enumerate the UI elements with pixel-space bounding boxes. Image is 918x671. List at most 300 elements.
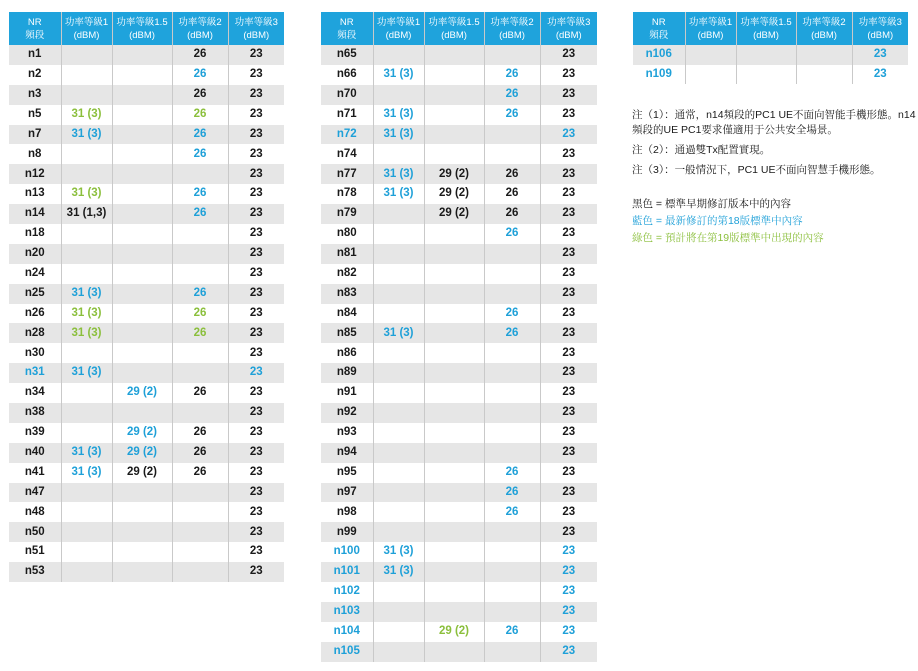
pc3-cell: 23 (228, 363, 284, 383)
pc15-cell (424, 105, 484, 125)
pc1-cell (373, 144, 424, 164)
band-cell: n109 (633, 65, 685, 85)
pc3-cell: 23 (540, 443, 597, 463)
pc15-cell (112, 483, 172, 503)
pc15-cell (112, 522, 172, 542)
pc1-cell (373, 264, 424, 284)
pc2-cell (172, 224, 228, 244)
table-row (321, 363, 597, 383)
header-pc3: 功率等級3 (dBM) (540, 12, 597, 45)
pc15-cell (112, 224, 172, 244)
pc3-cell: 23 (540, 244, 597, 264)
pc3-cell: 23 (540, 85, 597, 105)
pc1-cell (61, 65, 112, 85)
pc15-cell (112, 403, 172, 423)
header-pc2: 功率等級2 (dBM) (484, 12, 540, 45)
pc1-cell (61, 244, 112, 264)
pc15-cell (424, 423, 484, 443)
pc1-cell (61, 164, 112, 184)
pc1-cell: 31 (3) (373, 65, 424, 85)
footnote-1: 注（1）：通常，n14頻段的PC1 UE不面向智能手機形態。n14頻段的UE PC1要求僅適用于公共安全場景。 (632, 109, 916, 136)
pc15-cell (424, 125, 484, 145)
pc3-cell: 23 (852, 65, 908, 85)
pc3-cell: 23 (228, 105, 284, 125)
pc1-cell (373, 383, 424, 403)
pc1-cell (373, 304, 424, 324)
pc3-cell: 23 (228, 264, 284, 284)
band-cell: n13 (9, 184, 61, 204)
table-row (321, 383, 597, 403)
pc15-cell: 29 (2) (424, 204, 484, 224)
pc1-cell: 31 (3) (373, 562, 424, 582)
pc3-cell: 23 (540, 463, 597, 483)
table-row (9, 85, 284, 105)
band-cell: n38 (9, 403, 61, 423)
band-cell: n28 (9, 323, 61, 343)
band-cell: n93 (321, 423, 373, 443)
table-row (321, 224, 597, 244)
pc2-cell (484, 144, 540, 164)
pc15-cell (112, 144, 172, 164)
header-band: NR 頻段 (321, 12, 373, 45)
header-pc1: 功率等級1 (dBM) (61, 12, 112, 45)
pc1-cell: 31 (3) (61, 304, 112, 324)
pc1-cell (373, 463, 424, 483)
band-cell: n104 (321, 622, 373, 642)
table-row (321, 105, 597, 125)
pc2-cell (172, 403, 228, 423)
header-pc1: 功率等級1 (dBM) (373, 12, 424, 45)
band-cell: n7 (9, 125, 61, 145)
pc2-cell: 26 (172, 204, 228, 224)
pc2-cell (484, 562, 540, 582)
pc1-cell: 31 (3) (61, 105, 112, 125)
pc2-cell: 26 (484, 502, 540, 522)
table-row (321, 483, 597, 503)
pc3-cell: 23 (228, 403, 284, 423)
table-row (321, 423, 597, 443)
band-cell: n25 (9, 284, 61, 304)
pc2-cell: 26 (484, 85, 540, 105)
pc1-cell (373, 502, 424, 522)
pc1-cell (373, 642, 424, 662)
pc2-cell (172, 164, 228, 184)
table-body (321, 45, 597, 662)
pc2-cell (484, 45, 540, 65)
band-cell: n97 (321, 483, 373, 503)
pc15-cell: 29 (2) (112, 423, 172, 443)
band-cell: n47 (9, 483, 61, 503)
pc1-cell (373, 602, 424, 622)
table-row (321, 65, 597, 85)
pc2-cell (484, 403, 540, 423)
table-row (321, 85, 597, 105)
pc15-cell: 29 (2) (112, 383, 172, 403)
table-row (321, 304, 597, 324)
band-cell: n95 (321, 463, 373, 483)
pc1-cell (373, 622, 424, 642)
pc1-cell: 31 (1,3) (61, 204, 112, 224)
pc2-cell: 26 (172, 125, 228, 145)
pc1-cell: 31 (3) (61, 443, 112, 463)
pc3-cell: 23 (540, 184, 597, 204)
pc3-cell: 23 (228, 443, 284, 463)
band-cell: n3 (9, 85, 61, 105)
pc2-cell (484, 125, 540, 145)
band-cell: n34 (9, 383, 61, 403)
table-row (321, 602, 597, 622)
table-row (321, 622, 597, 642)
header-pc3: 功率等級3 (dBM) (228, 12, 284, 45)
table-row (9, 65, 284, 85)
table-row (321, 264, 597, 284)
pc2-cell: 26 (172, 65, 228, 85)
footnotes (632, 108, 917, 183)
table-row (9, 284, 284, 304)
pc3-cell: 23 (540, 542, 597, 562)
pc2-cell: 26 (484, 622, 540, 642)
pc2-cell: 26 (484, 304, 540, 324)
table-row (9, 443, 284, 463)
pc1-cell (373, 284, 424, 304)
pc3-cell: 23 (540, 423, 597, 443)
pc1-cell: 31 (3) (373, 184, 424, 204)
pc3-cell: 23 (228, 383, 284, 403)
pc15-cell (112, 343, 172, 363)
pc1-cell (373, 522, 424, 542)
band-cell: n70 (321, 85, 373, 105)
pc15-cell (112, 264, 172, 284)
table-row (9, 522, 284, 542)
table-row (9, 204, 284, 224)
pc1-cell (373, 45, 424, 65)
pc3-cell: 23 (228, 244, 284, 264)
band-cell: n92 (321, 403, 373, 423)
pc2-cell: 26 (172, 105, 228, 125)
pc3-cell: 23 (540, 284, 597, 304)
band-cell: n18 (9, 224, 61, 244)
pc2-cell (484, 542, 540, 562)
pc3-cell: 23 (540, 125, 597, 145)
table-row (9, 184, 284, 204)
pc1-cell: 31 (3) (61, 363, 112, 383)
table-row (321, 184, 597, 204)
pc15-cell: 29 (2) (424, 184, 484, 204)
pc3-cell: 23 (228, 483, 284, 503)
pc15-cell (424, 144, 484, 164)
pc15-cell (112, 65, 172, 85)
band-cell: n101 (321, 562, 373, 582)
table-row (9, 144, 284, 164)
pc3-cell: 23 (228, 284, 284, 304)
band-cell: n94 (321, 443, 373, 463)
pc15-cell (736, 65, 796, 85)
table-row (321, 284, 597, 304)
pc1-cell (685, 45, 736, 65)
pc2-cell: 26 (172, 184, 228, 204)
band-cell: n105 (321, 642, 373, 662)
band-cell: n81 (321, 244, 373, 264)
pc2-cell (484, 443, 540, 463)
pc3-cell: 23 (540, 45, 597, 65)
table-row (9, 304, 284, 324)
pc15-cell (112, 363, 172, 383)
band-cell: n39 (9, 423, 61, 443)
pc2-cell: 26 (172, 144, 228, 164)
pc15-cell (424, 224, 484, 244)
pc1-cell (61, 403, 112, 423)
pc3-cell: 23 (228, 224, 284, 244)
pc3-cell: 23 (228, 164, 284, 184)
table-row (321, 144, 597, 164)
band-cell: n99 (321, 522, 373, 542)
pc2-cell: 26 (484, 463, 540, 483)
table-row (321, 522, 597, 542)
band-cell: n77 (321, 164, 373, 184)
pc15-cell (424, 85, 484, 105)
pc3-cell: 23 (228, 85, 284, 105)
pc3-cell: 23 (540, 164, 597, 184)
pc1-cell (61, 343, 112, 363)
pc3-cell: 23 (228, 463, 284, 483)
pc15-cell (424, 642, 484, 662)
band-cell: n100 (321, 542, 373, 562)
pc2-cell (172, 483, 228, 503)
pc1-cell (61, 85, 112, 105)
band-cell: n98 (321, 502, 373, 522)
pc15-cell (112, 105, 172, 125)
legend-green: 綠色 = 預計將在第19版標準中出現的內容 (632, 232, 824, 244)
pc2-cell (172, 343, 228, 363)
header-pc15: 功率等級1.5 (dBM) (112, 12, 172, 45)
pc1-cell (373, 423, 424, 443)
table-row (633, 45, 908, 65)
pc3-cell: 23 (540, 363, 597, 383)
pc3-cell: 23 (540, 264, 597, 284)
pc1-cell: 31 (3) (61, 463, 112, 483)
pc15-cell: 29 (2) (424, 622, 484, 642)
pc1-cell (61, 562, 112, 582)
band-cell: n65 (321, 45, 373, 65)
band-cell: n8 (9, 144, 61, 164)
table-row (321, 642, 597, 662)
table-row (321, 343, 597, 363)
pc2-cell (796, 45, 852, 65)
pc1-cell (685, 65, 736, 85)
footnote-2: 注（2）：通過雙Tx配置實現。 (632, 144, 771, 156)
pc1-cell: 31 (3) (373, 323, 424, 343)
pc2-cell (172, 562, 228, 582)
pc3-cell: 23 (228, 204, 284, 224)
pc15-cell (112, 244, 172, 264)
header-pc2: 功率等級2 (dBM) (796, 12, 852, 45)
pc2-cell (172, 244, 228, 264)
pc1-cell (61, 45, 112, 65)
pc15-cell (424, 582, 484, 602)
pc15-cell (112, 45, 172, 65)
pc15-cell (424, 284, 484, 304)
band-cell: n72 (321, 125, 373, 145)
pc3-cell: 23 (228, 304, 284, 324)
table-row (321, 443, 597, 463)
pc2-cell (484, 642, 540, 662)
pc2-cell (484, 244, 540, 264)
pc3-cell: 23 (540, 582, 597, 602)
pc15-cell (112, 304, 172, 324)
band-cell: n41 (9, 463, 61, 483)
pc1-cell (373, 85, 424, 105)
pc1-cell (61, 383, 112, 403)
band-cell: n2 (9, 65, 61, 85)
table-row (9, 423, 284, 443)
pc3-cell: 23 (540, 602, 597, 622)
pc15-cell (424, 483, 484, 503)
pc15-cell (424, 343, 484, 363)
table-row (321, 562, 597, 582)
band-cell: n106 (633, 45, 685, 65)
table-row (9, 323, 284, 343)
pc2-cell (172, 363, 228, 383)
table-row (9, 264, 284, 284)
band-cell: n14 (9, 204, 61, 224)
table-row (9, 224, 284, 244)
pc15-cell (424, 383, 484, 403)
table-body (633, 45, 908, 84)
pc2-cell: 26 (484, 65, 540, 85)
pc1-cell: 31 (3) (61, 284, 112, 304)
table-row (321, 45, 597, 65)
pc2-cell: 26 (484, 323, 540, 343)
pc2-cell: 26 (484, 184, 540, 204)
band-cell: n20 (9, 244, 61, 264)
table-row (9, 105, 284, 125)
pc3-cell: 23 (540, 105, 597, 125)
pc15-cell (112, 164, 172, 184)
pc1-cell (373, 343, 424, 363)
pc3-cell: 23 (228, 542, 284, 562)
pc1-cell (373, 582, 424, 602)
pc2-cell: 26 (172, 45, 228, 65)
pc3-cell: 23 (228, 562, 284, 582)
table-row (321, 502, 597, 522)
pc3-cell: 23 (228, 125, 284, 145)
pc2-cell: 26 (484, 164, 540, 184)
pc15-cell (424, 502, 484, 522)
pc1-cell (373, 224, 424, 244)
pc3-cell: 23 (228, 423, 284, 443)
pc1-cell (373, 244, 424, 264)
band-cell: n83 (321, 284, 373, 304)
pc15-cell (112, 502, 172, 522)
pc15-cell: 29 (2) (424, 164, 484, 184)
pc1-cell: 31 (3) (373, 542, 424, 562)
pc2-cell (484, 423, 540, 443)
pc2-cell: 26 (484, 105, 540, 125)
pc15-cell (424, 323, 484, 343)
band-cell: n78 (321, 184, 373, 204)
pc2-cell (172, 542, 228, 562)
power-class-table-3 (633, 12, 908, 84)
table-row (321, 204, 597, 224)
pc2-cell: 26 (172, 85, 228, 105)
table-row (321, 403, 597, 423)
pc2-cell (484, 363, 540, 383)
pc1-cell (373, 483, 424, 503)
pc3-cell: 23 (540, 304, 597, 324)
pc2-cell (484, 522, 540, 542)
table-row (321, 164, 597, 184)
pc15-cell (424, 45, 484, 65)
power-class-table-2 (321, 12, 597, 662)
pc3-cell: 23 (540, 204, 597, 224)
pc1-cell: 31 (3) (373, 125, 424, 145)
pc15-cell (424, 522, 484, 542)
pc1-cell (61, 502, 112, 522)
table-row (9, 125, 284, 145)
pc3-cell: 23 (540, 65, 597, 85)
pc2-cell: 26 (172, 323, 228, 343)
header-pc1: 功率等級1 (dBM) (685, 12, 736, 45)
pc3-cell: 23 (540, 642, 597, 662)
pc3-cell: 23 (540, 622, 597, 642)
band-cell: n5 (9, 105, 61, 125)
pc2-cell: 26 (172, 383, 228, 403)
band-cell: n82 (321, 264, 373, 284)
table-row (321, 542, 597, 562)
pc3-cell: 23 (540, 502, 597, 522)
pc3-cell: 23 (228, 522, 284, 542)
pc3-cell: 23 (540, 522, 597, 542)
table-row (321, 323, 597, 343)
pc15-cell (112, 204, 172, 224)
pc1-cell (61, 224, 112, 244)
pc2-cell (172, 522, 228, 542)
table-row (9, 463, 284, 483)
band-cell: n89 (321, 363, 373, 383)
pc2-cell (484, 582, 540, 602)
pc2-cell (172, 502, 228, 522)
band-cell: n31 (9, 363, 61, 383)
pc1-cell: 31 (3) (61, 184, 112, 204)
table-row (9, 542, 284, 562)
band-cell: n40 (9, 443, 61, 463)
pc15-cell (424, 542, 484, 562)
pc15-cell (112, 562, 172, 582)
footnote-3: 注（3）：一般情況下，PC1 UE不面向智慧手機形態。 (632, 164, 881, 176)
power-class-table-1 (9, 12, 284, 582)
pc15-cell (112, 125, 172, 145)
pc3-cell: 23 (540, 144, 597, 164)
pc2-cell: 26 (172, 443, 228, 463)
pc1-cell: 31 (3) (61, 323, 112, 343)
header-pc2: 功率等級2 (dBM) (172, 12, 228, 45)
pc15-cell (424, 65, 484, 85)
pc15-cell (424, 443, 484, 463)
band-cell: n26 (9, 304, 61, 324)
band-cell: n71 (321, 105, 373, 125)
table-row (321, 582, 597, 602)
pc3-cell: 23 (228, 45, 284, 65)
band-cell: n50 (9, 522, 61, 542)
band-cell: n91 (321, 383, 373, 403)
table-row (9, 502, 284, 522)
header-pc3: 功率等級3 (dBM) (852, 12, 908, 45)
band-cell: n12 (9, 164, 61, 184)
band-cell: n102 (321, 582, 373, 602)
band-cell: n84 (321, 304, 373, 324)
table-row (9, 343, 284, 363)
table-row (9, 244, 284, 264)
